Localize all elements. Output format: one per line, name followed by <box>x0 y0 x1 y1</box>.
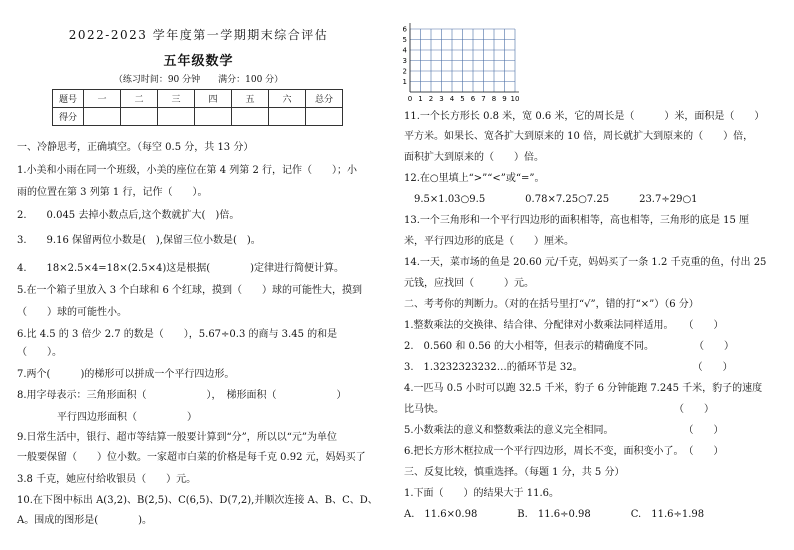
question-line: A. 11.6×0.98 B. 11.6÷0.98 C. 11.6÷1.98 <box>404 509 705 520</box>
question-line: （ ）。 <box>17 347 62 358</box>
question-line: 2. 0.560 和 0.56 的大小相等，但表示的精确度不同。 （ ） <box>404 341 734 352</box>
x-tick-label: 8 <box>491 95 497 103</box>
x-tick-label: 2 <box>428 95 434 103</box>
section-heading: 三、反复比较，慎重选择。（每题 1 分，共 5 分） <box>404 467 625 478</box>
x-tick-label: 1 <box>418 95 423 103</box>
section-heading: 二、考考你的判断力。（对的在括号里打“√”，错的打“×”）（6 分） <box>404 299 699 310</box>
question-line: 1.下面（ ）的结果大于 11.6。 <box>404 488 559 499</box>
score-cell: 题号 <box>53 90 84 108</box>
question-line: 比马快。 （ ） <box>404 404 714 415</box>
x-tick-label: 3 <box>439 95 444 103</box>
question-line: 7.两个( )的梯形可以拼成一个平行四边形。 <box>17 369 235 380</box>
question-line: 元钱，应找回（ ）元。 <box>404 278 534 289</box>
question-line: 3. 9.16 保留两位小数是( ),保留三位小数是( )。 <box>17 235 261 246</box>
y-tick-label: 4 <box>402 46 407 55</box>
score-cell[interactable] <box>84 108 121 126</box>
question-line: 5.在一个箱子里放入 3 个白球和 6 个红球，摸到（ ）球的可能性大，摸到 <box>17 285 362 296</box>
score-cell[interactable] <box>158 108 195 126</box>
question-line: 3. 1.3232323232…的循环节是 32。 （ ） <box>404 362 733 373</box>
x-tick-label: 7 <box>481 95 486 103</box>
question-line: 1.小美和小雨在同一个班级，小美的座位在第 4 列第 2 行，记作（ ）；小 <box>17 165 357 176</box>
score-cell[interactable] <box>195 108 232 126</box>
question-line: 4.一匹马 0.5 小时可以跑 32.5 千米，豹子 6 分钟能跑 7.245 千米，豹子的速度 <box>404 383 763 394</box>
question-line: 9.日常生活中，银行、超市等结算一般要计算到“分”，所以以“元”为单位 <box>17 432 337 443</box>
question-line: 雨的位置在第 3 列第 1 行，记作（ ）。 <box>17 187 208 198</box>
score-cell: 三 <box>158 90 195 108</box>
y-tick-label: 3 <box>402 57 407 65</box>
coordinate-grid <box>400 18 522 104</box>
x-tick-label: 10 <box>510 95 520 103</box>
score-cell[interactable] <box>306 108 343 126</box>
score-cell[interactable] <box>232 108 269 126</box>
subject-title: 五年级数学 <box>163 54 234 69</box>
question-line: 12.在○里填上“>”“<”或“=”。 <box>404 173 545 184</box>
y-tick-label: 1 <box>402 78 407 86</box>
score-cell: 总分 <box>306 90 343 108</box>
score-table-score-row <box>53 108 343 126</box>
section-heading: 一、冷静思考，正确填空。（每空 0.5 分，共 13 分） <box>17 142 254 153</box>
y-tick-label: 6 <box>402 25 407 34</box>
question-line: 13.一个三角形和一个平行四边形的面积相等，高也相等，三角形的底是 15 厘 <box>404 215 749 226</box>
exam-info: （练习时间：90 分钟 满分：100 分） <box>113 75 284 85</box>
question-line: 平方米。如果长、宽各扩大到原来的 10 倍，周长就扩大到原来的（ ）倍， <box>404 131 754 142</box>
x-tick-label: 5 <box>460 95 465 103</box>
score-cell: 四 <box>195 90 232 108</box>
score-cell[interactable] <box>121 108 158 126</box>
x-tick-label: 0 <box>407 95 413 103</box>
score-cell: 一 <box>84 90 121 108</box>
score-cell: 二 <box>121 90 158 108</box>
score-cell: 六 <box>269 90 306 108</box>
question-line: 2. 0.045 去掉小数点后,这个数就扩大( )倍。 <box>17 210 240 221</box>
y-tick-label: 5 <box>402 36 407 44</box>
question-line: 平行四边形面积（ ） <box>17 412 197 423</box>
y-tick-label: 2 <box>402 67 407 76</box>
score-table-header-row <box>53 90 343 108</box>
question-line: 6.比 4.5 的 3 倍少 2.7 的数是（ ），5.67÷0.3 的商与 3.45 的和是 <box>17 329 338 340</box>
question-line: 10.在下图中标出 A(3,2)、B(2,5)、C(6,5)、D(7,2),并顺次连接 A、B、C、D、 <box>17 495 378 506</box>
question-line: 一般要保留（ ）位小数。一家超市白菜的价格是每千克 0.92 元，妈妈买了 <box>17 452 366 463</box>
question-line: 6.把长方形木框拉成一个平行四边形，周长不变，面积变小了。 （ ） <box>404 446 724 457</box>
exam-title: 2022-2023 学年度第一学期期末综合评估 <box>68 28 329 42</box>
score-cell: 得分 <box>53 108 84 126</box>
score-table <box>52 89 343 126</box>
x-tick-label: 6 <box>470 95 476 103</box>
question-line: 3.8 千克，她应付给收银员（ ）元。 <box>17 474 197 485</box>
question-line: （ ）球的可能性小。 <box>17 307 127 318</box>
question-line: 14.一天，菜市场的鱼是 20.60 元/千克，妈妈买了一条 1.2 千克重的鱼，付出 25 <box>404 257 767 268</box>
question-line: 面积扩大到原来的（ ）倍。 <box>404 152 544 163</box>
score-cell: 五 <box>232 90 269 108</box>
x-tick-label: 4 <box>449 95 455 103</box>
question-line: 11.一个长方形长 0.8 米，宽 0.6 米，它的周长是（ ）米，面积是（ ） <box>404 111 765 122</box>
x-tick-label: 9 <box>502 95 507 103</box>
question-line: 1.整数乘法的交换律、结合律、分配律对小数乘法同样适用。 （ ） <box>404 320 724 331</box>
question-line: 9.5×1.03○9.5 0.78×7.25○7.25 23.7÷29○1 <box>404 194 698 205</box>
question-line: 4. 18×2.5×4=18×(2.5×4)这是根据( )定律进行简便计算。 <box>17 263 345 274</box>
score-cell[interactable] <box>269 108 306 126</box>
question-line: 米，平行四边形的底是（ ）厘米。 <box>404 236 574 247</box>
question-line: A。围成的图形是( )。 <box>17 515 153 526</box>
question-line: 8.用字母表示：三角形面积（ ）， 梯形面积（ ） <box>17 390 347 401</box>
question-line: 5.小数乘法的意义和整数乘法的意义完全相同。 （ ） <box>404 425 724 436</box>
